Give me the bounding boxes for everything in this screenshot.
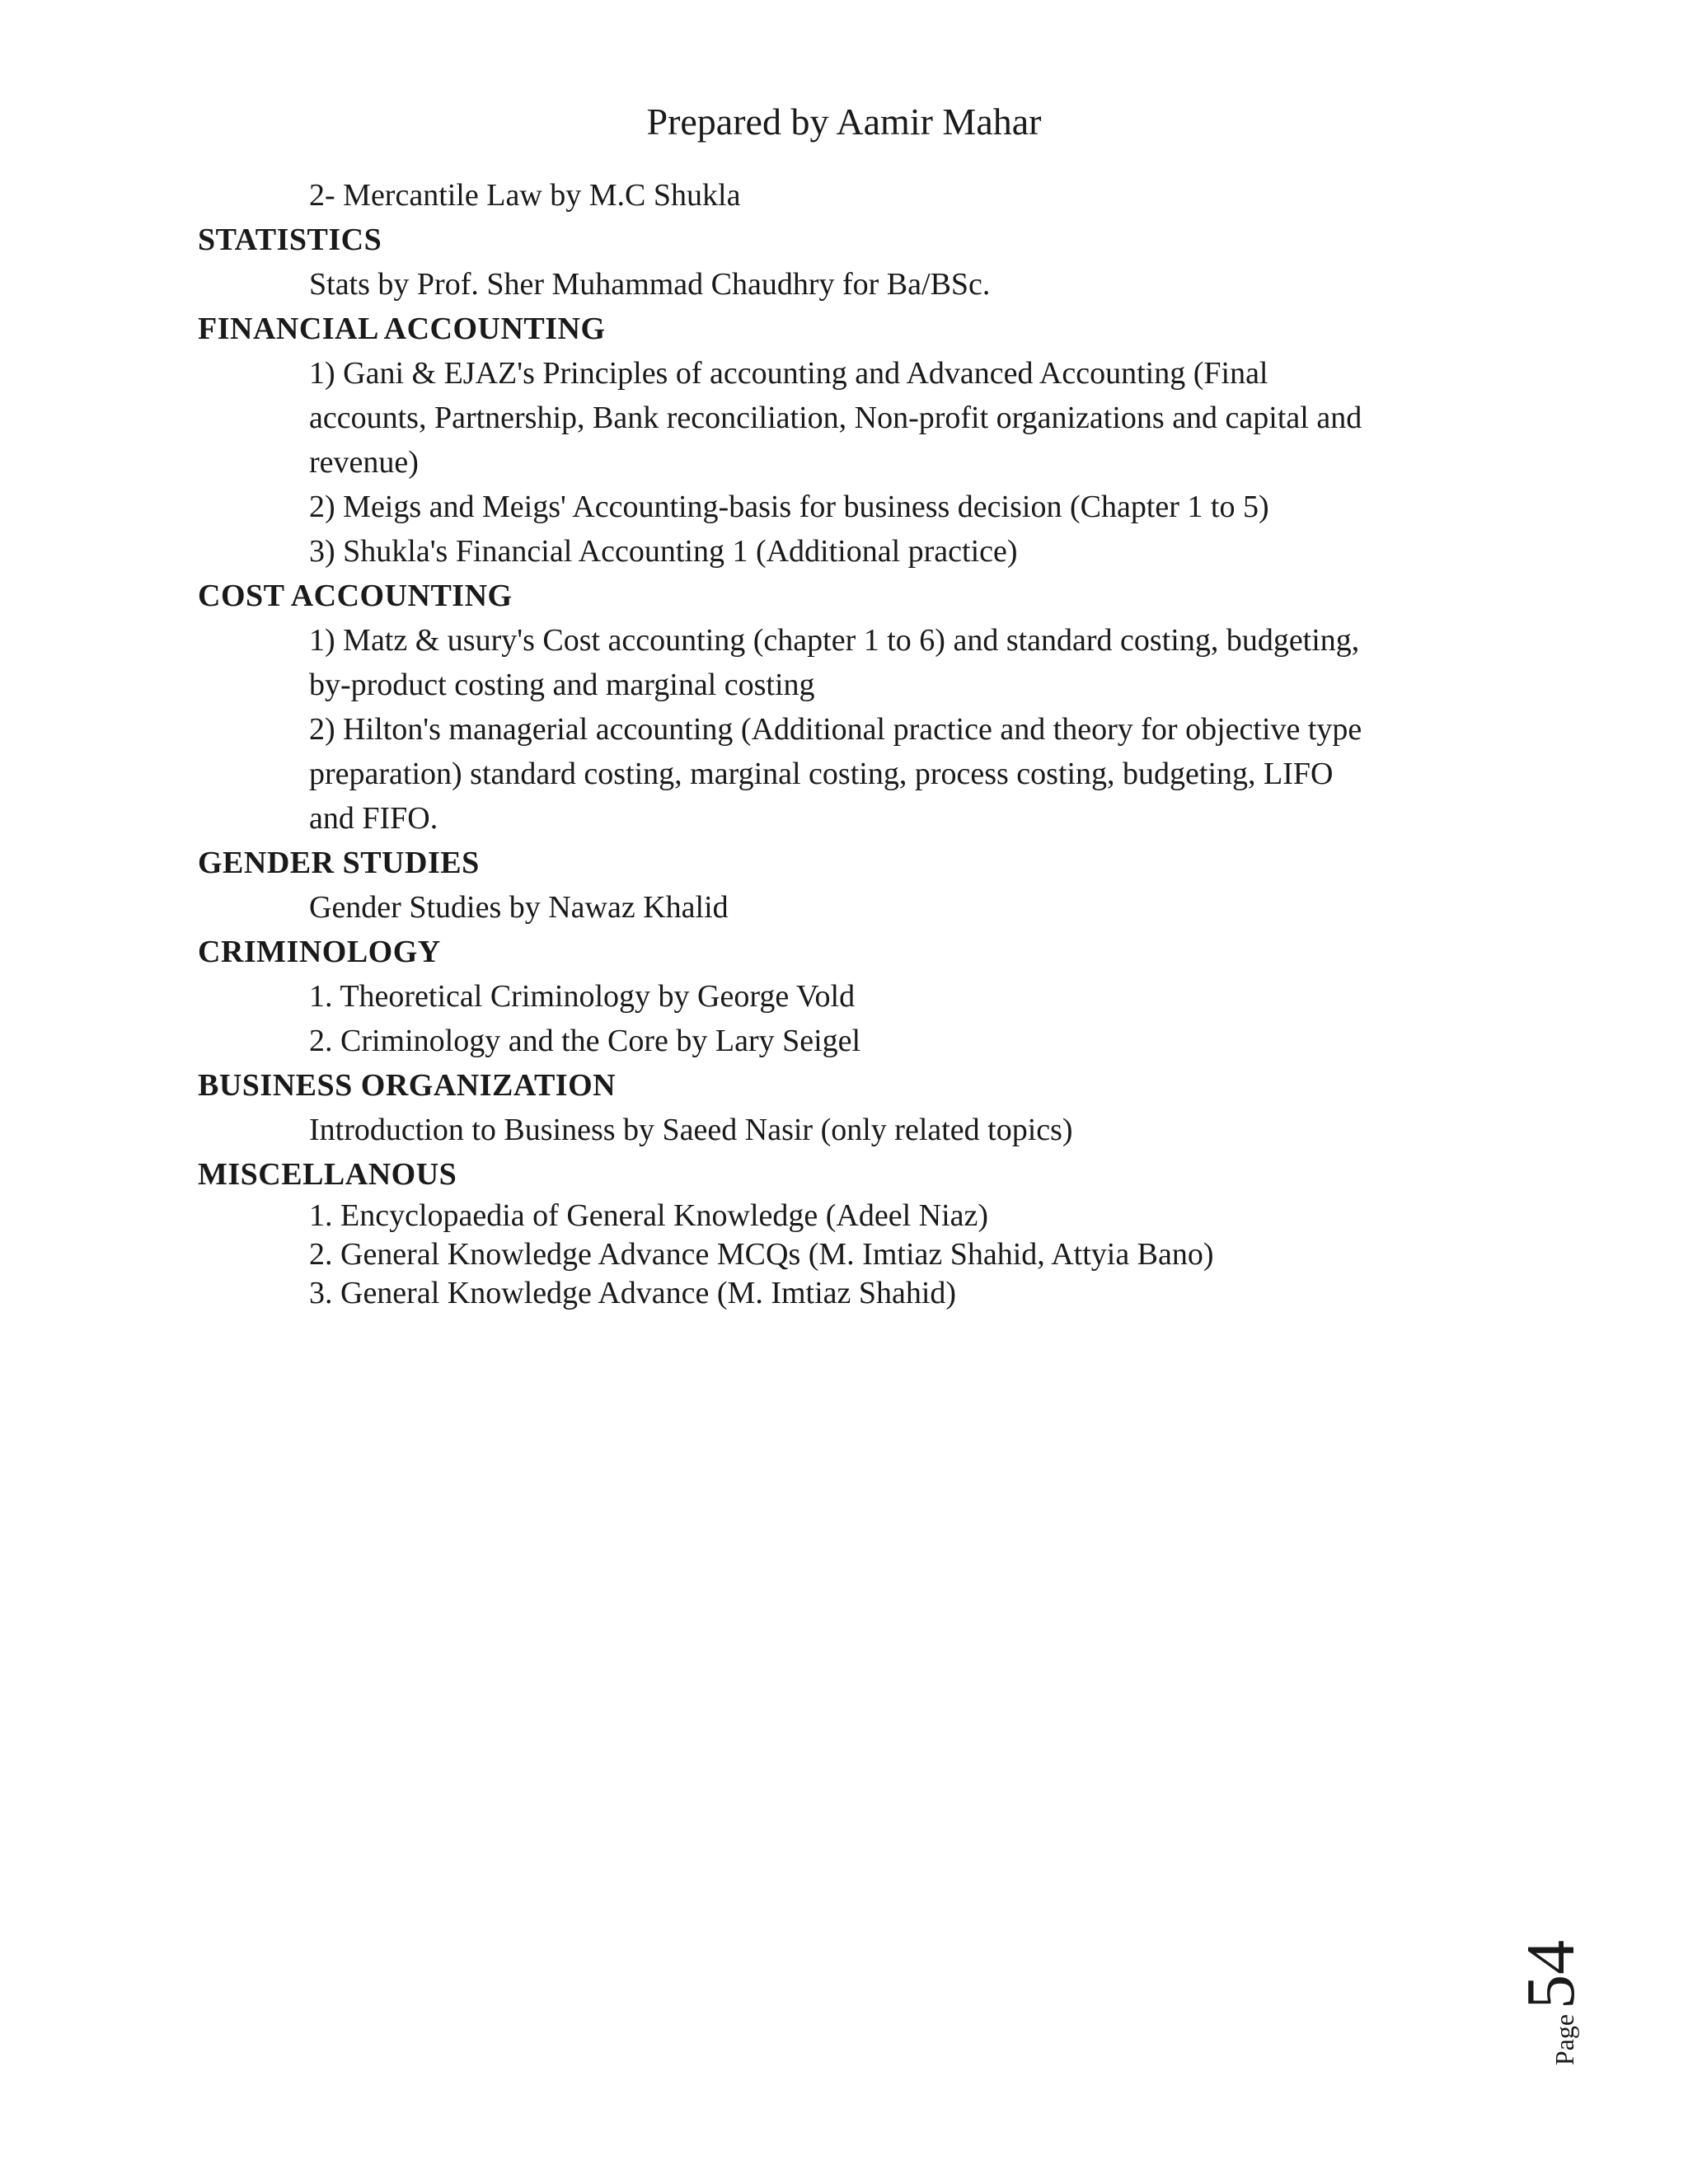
list-item: 3. General Knowledge Advance (M. Imtiaz Shahid) [309, 1276, 957, 1310]
list-item: revenue) [309, 445, 419, 480]
document-body [198, 173, 1500, 1313]
list-item: 1) Matz & usury's Cost accounting (chapter 1 to 6) and standard costing, budgeting, [309, 623, 1360, 658]
list-item: Gender Studies by Nawaz Khalid [309, 890, 729, 925]
page-label: Page [1550, 2013, 1579, 2066]
list-item: 2- Mercantile Law by M.C Shukla [309, 178, 741, 213]
list-item: 2. General Knowledge Advance MCQs (M. Imtiaz Shahid, Attyia Bano) [309, 1237, 1214, 1272]
list-item: Stats by Prof. Sher Muhammad Chaudhry for Ba/BSc. [309, 267, 991, 302]
list-item: by-product costing and marginal costing [309, 668, 815, 702]
list-item: 1. Encyclopaedia of General Knowledge (Adeel Niaz) [309, 1198, 989, 1233]
list-item: 1. Theoretical Criminology by George Vold [309, 979, 856, 1014]
list-item: 3) Shukla's Financial Accounting 1 (Additional practice) [309, 534, 1018, 569]
section-heading: BUSINESS ORGANIZATION [198, 1068, 617, 1103]
list-item: accounts, Partnership, Bank reconciliation, Non-profit organizations and capital and [309, 401, 1362, 435]
list-item: 1) Gani & EJAZ's Principles of accounting and Advanced Accounting (Final [309, 356, 1268, 391]
section-heading: CRIMINOLOGY [198, 935, 441, 969]
section-heading: STATISTICS [198, 223, 382, 257]
page-number: 54 [1512, 1939, 1589, 2009]
section-heading: GENDER STUDIES [198, 846, 480, 880]
list-item: Introduction to Business by Saeed Nasir (only related topics) [309, 1113, 1073, 1147]
list-item: and FIFO. [309, 801, 438, 836]
section-heading: FINANCIAL ACCOUNTING [198, 312, 606, 346]
list-item: preparation) standard costing, marginal costing, process costing, budgeting, LIFO [309, 757, 1334, 791]
page-number-block [1511, 1941, 1659, 2064]
section-heading: COST ACCOUNTING [198, 579, 513, 613]
list-item: 2. Criminology and the Core by Lary Seigel [309, 1024, 861, 1058]
page-header: Prepared by Aamir Mahar [646, 101, 1042, 143]
list-item: 2) Hilton's managerial accounting (Additional practice and theory for objective type [309, 712, 1362, 747]
list-item: 2) Meigs and Meigs' Accounting-basis for business decision (Chapter 1 to 5) [309, 490, 1269, 524]
section-heading: MISCELLANOUS [198, 1157, 457, 1192]
